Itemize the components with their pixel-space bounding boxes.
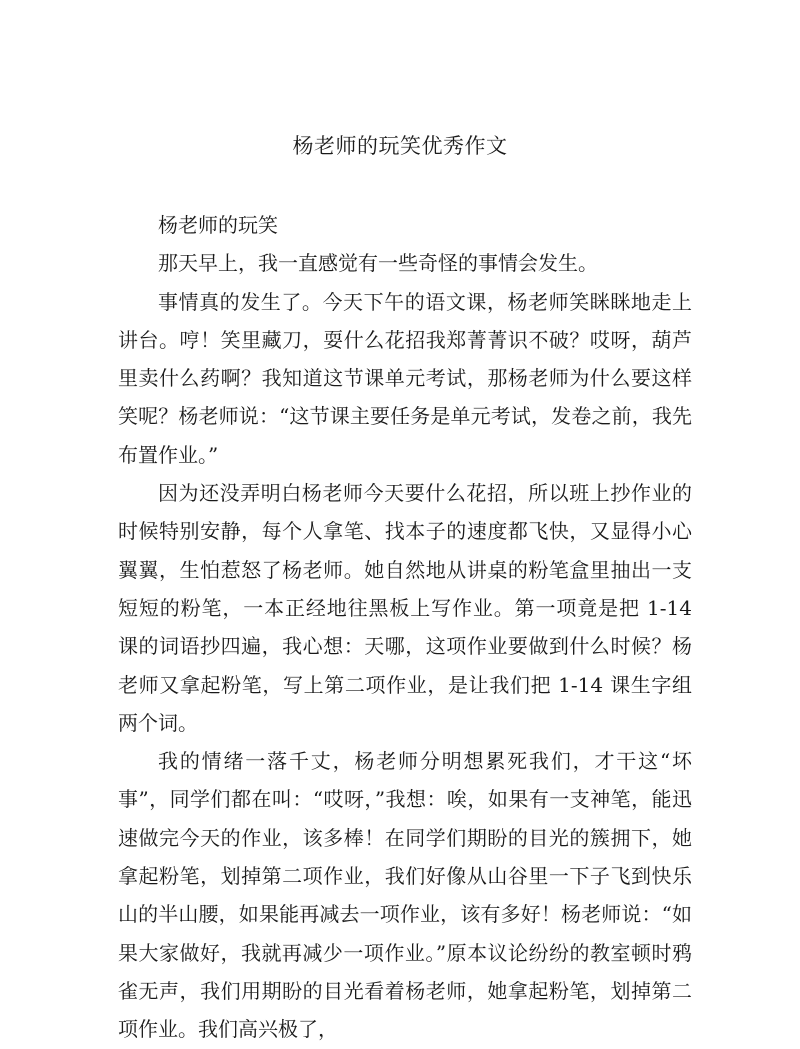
paragraph: 因为还没弄明白杨老师今天要什么花招，所以班上抄作业的时候特别安静，每个人拿笔、找本子的速度都飞快，又显得小心翼翼，生怕惹怒了杨老师。她自然地从讲桌的粉笔盒里抽出一支短短的粉笔，一本正经地往黑板上写作业。第一项竟是把 1-14 课的词语抄四遍，我心想：天哪，这项作业要做到什么时候？杨老师又拿起粉笔，写上第二项作业，是让我们把 1-14 课生字组两个词。: [118, 481, 692, 735]
document-body: [118, 206, 692, 1049]
paragraph: 事情真的发生了。今天下午的语文课，杨老师笑眯眯地走上讲台。哼！笑里藏刀，耍什么花招我郑菁菁识不破？哎呀，葫芦里卖什么药啊？我知道这节课单元考试，那杨老师为什么要这样笑呢？杨老师说：“这节课主要任务是单元考试，发卷之前，我先布置作业。”: [118, 289, 692, 467]
document-title: 杨老师的玩笑优秀作文: [292, 134, 508, 158]
paragraph: 那天早上，我一直感觉有一些奇怪的事情会发生。: [158, 251, 598, 276]
essay-subtitle: 杨老师的玩笑: [158, 213, 278, 237]
paragraph: 我的情绪一落千丈，杨老师分明想累死我们，才干这“坏事”，同学们都在叫：“哎呀，”我想：唉，如果有一支神笔，能迅速做完今天的作业，该多棒！在同学们期盼的目光的簇拥下，她拿起粉笔，划掉第二项作业，我们好像从山谷里一下子飞到快乐山的半山腰，如果能再减去一项作业，该有多好！杨老师说：“如果大家做好，我就再减少一项作业。”原本议论纷纷的教室顿时鸦雀无声，我们用期盼的目光看着杨老师，她拿起粉笔，划掉第二项作业。我们高兴极了，: [118, 749, 692, 1042]
